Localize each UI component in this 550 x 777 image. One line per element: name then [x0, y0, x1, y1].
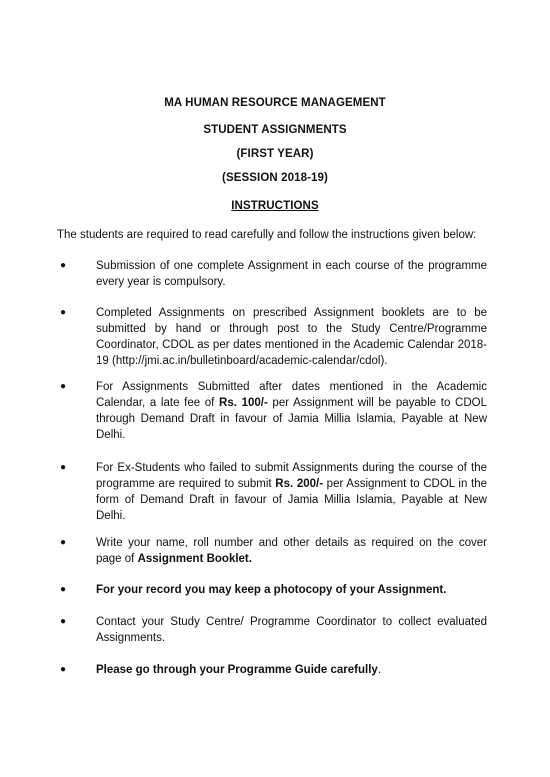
instructions-heading: INSTRUCTIONS [231, 200, 319, 212]
list-item [57, 582, 487, 598]
intro-paragraph: The students are required to read carefully and follow the instructions given below: [57, 229, 477, 241]
list-item [57, 305, 487, 369]
bullet-icon: ● [60, 381, 67, 392]
item-text: Please go through your Programme Guide carefully. [96, 664, 382, 676]
bullet-icon: ● [60, 462, 67, 473]
item-text: Completed Assignments on prescribed Assignment booklets are to be submitted by hand or through post to the Study Centre/Programme Coordinator, CDOL as per dates mentioned in the Academic Calendar 2018-19 (http://jmi.ac.in/bulletinboard/academic-calendar/cdol). [96, 307, 487, 367]
programme-title: MA HUMAN RESOURCE MANAGEMENT [164, 97, 386, 109]
bullet-icon: ● [60, 584, 67, 595]
bullet-icon: ● [60, 260, 67, 271]
bullet-icon: ● [60, 616, 67, 627]
bullet-icon: ● [60, 664, 67, 675]
list-item [57, 662, 487, 678]
session-title: (SESSION 2018-19) [222, 172, 328, 184]
list-item [57, 614, 487, 646]
item-text: For your record you may keep a photocopy of your Assignment. [96, 584, 447, 596]
assignments-title: STUDENT ASSIGNMENTS [203, 124, 347, 136]
item-text: Submission of one complete Assignment in each course of the programme every year is compulsory. [96, 260, 487, 288]
list-item [57, 379, 487, 443]
item-text: Contact your Study Centre/ Programme Coordinator to collect evaluated Assignments. [96, 616, 487, 644]
item-text: Write your name, roll number and other details as required on the cover page of Assignment Booklet. [96, 537, 487, 565]
year-title: (FIRST YEAR) [236, 148, 314, 160]
list-item [57, 535, 487, 567]
bullet-icon: ● [60, 537, 67, 548]
item-text: For Assignments Submitted after dates mentioned in the Academic Calendar, a late fee of Rs. 100/- per Assignment will be payable to CDOL through Demand Draft in favour of Jamia Millia Islamia, Payable at New Delhi. [96, 381, 487, 441]
list-item [57, 258, 487, 290]
list-item [57, 460, 487, 524]
bullet-icon: ● [60, 307, 67, 318]
item-text: For Ex-Students who failed to submit Assignments during the course of the programme are required to submit Rs. 200/- per Assignment to CDOL in the form of Demand Draft in favour of Jamia Millia Islamia, Payable at New Delhi. [96, 462, 487, 522]
